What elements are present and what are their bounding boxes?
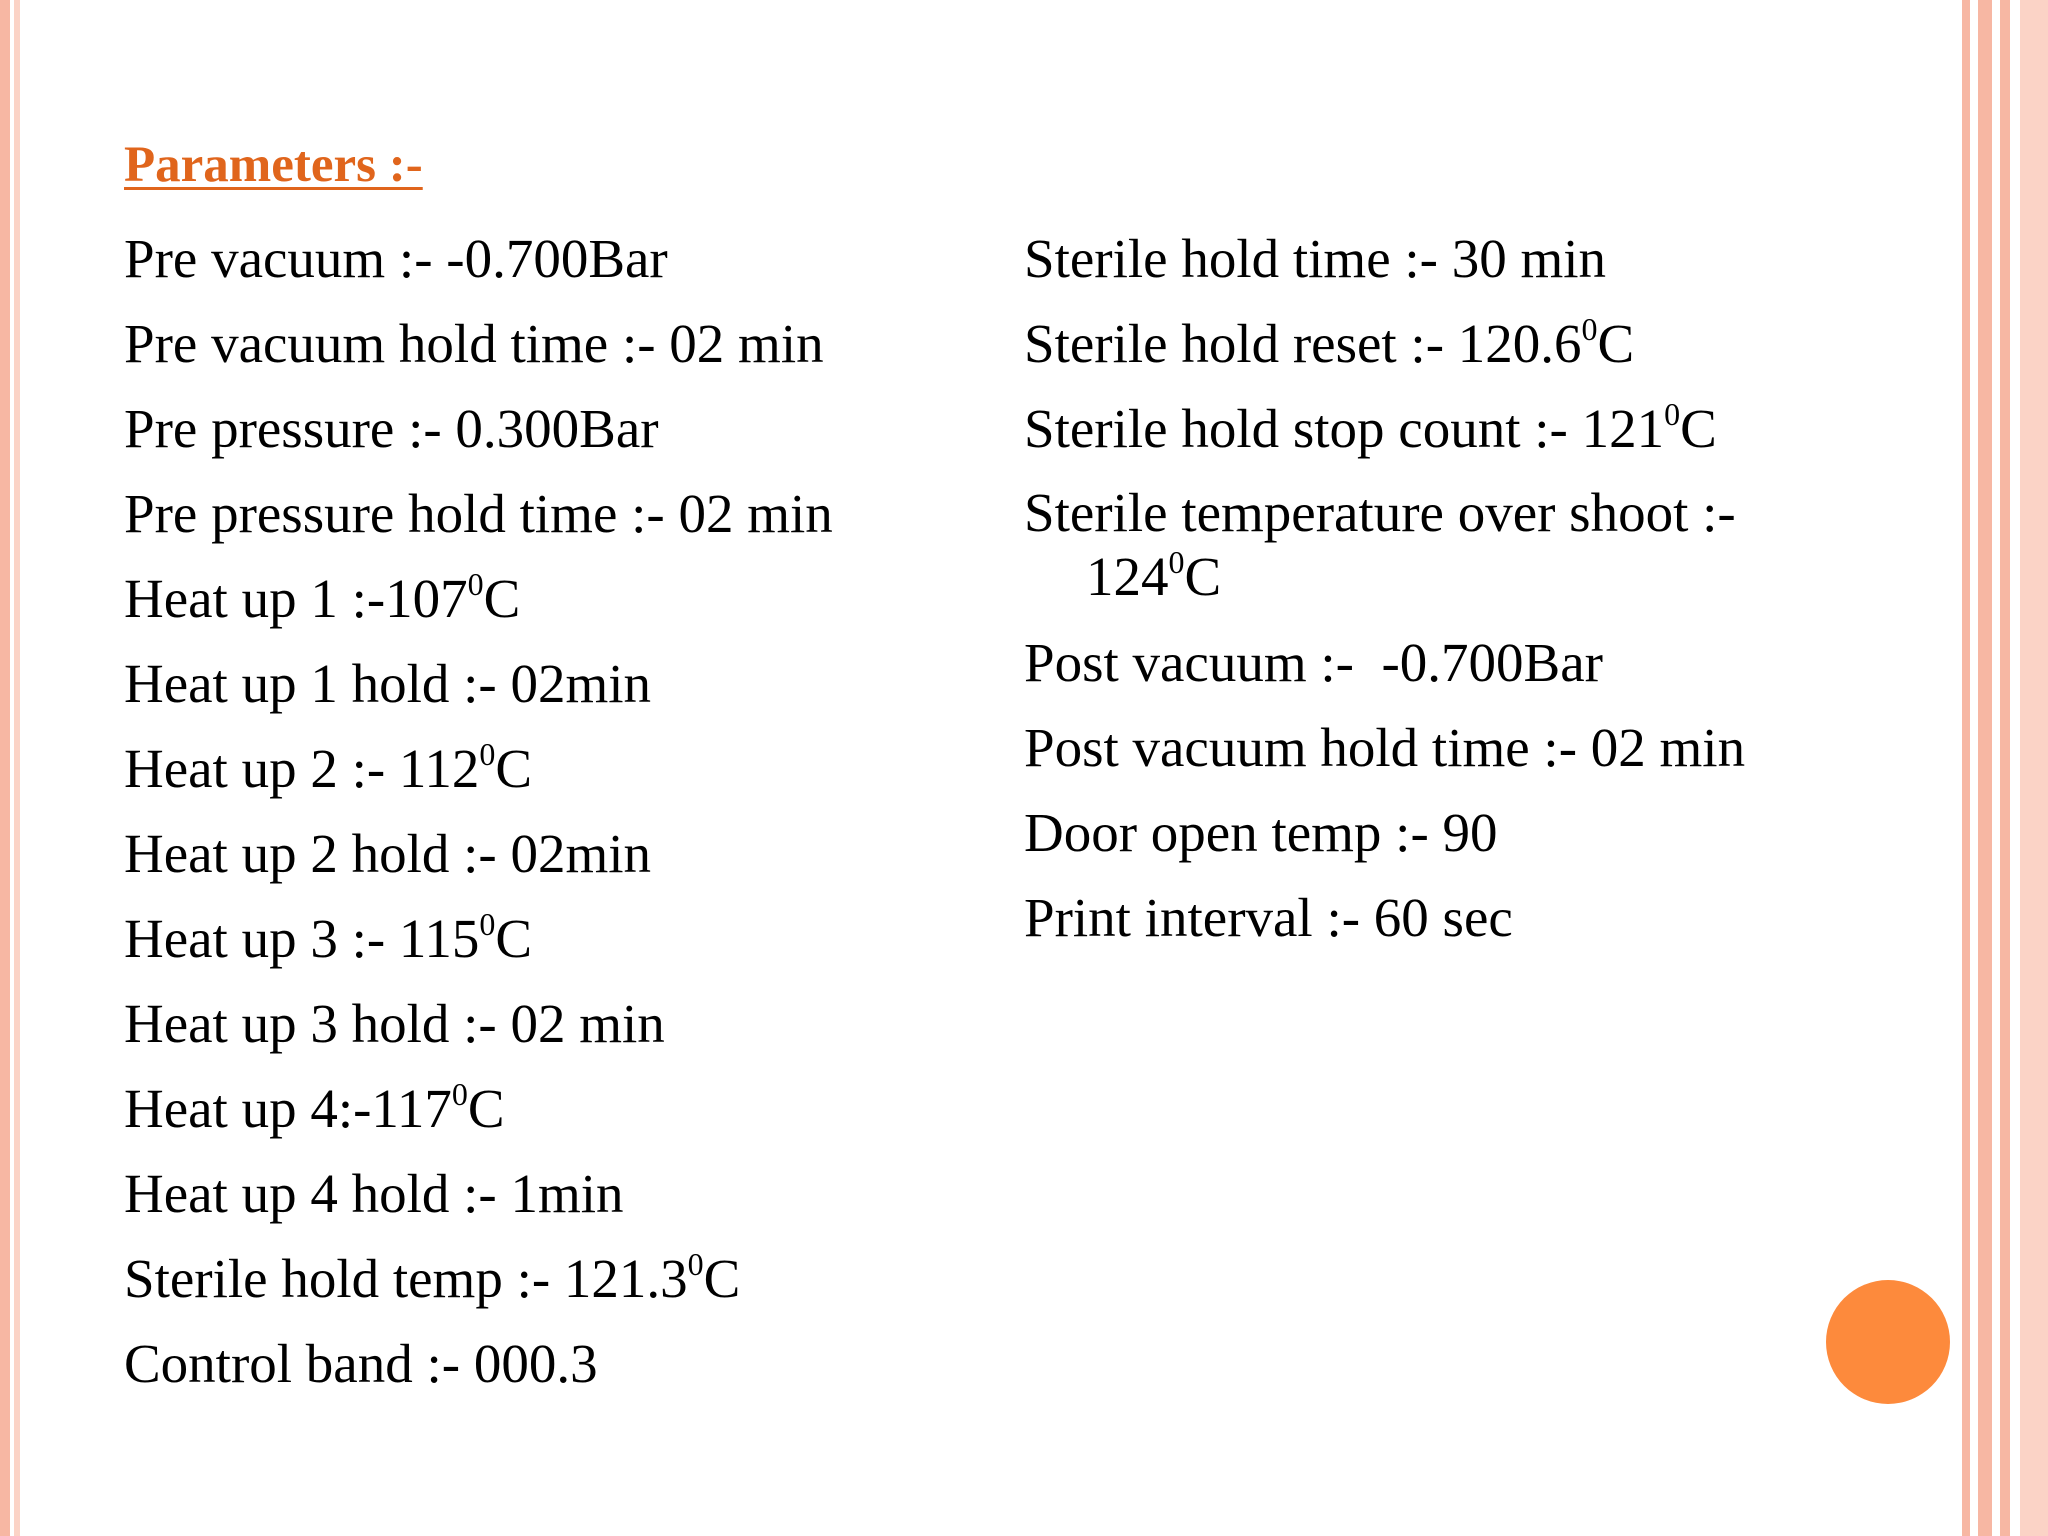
parameter-heat-up-1-hold: Heat up 1 hold :- 02min bbox=[124, 653, 652, 714]
parameter-sterile-hold-temp: Sterile hold temp :- 121.3$^0$C bbox=[124, 1246, 741, 1309]
right-border-strip bbox=[1978, 0, 1992, 1536]
slide-heading: Parameters :- bbox=[124, 137, 423, 193]
left-border-strip-light bbox=[14, 0, 20, 1536]
right-border-strip bbox=[2000, 0, 2010, 1536]
parameter-sterile-temperature-over-shoot: Sterile temperature over shoot :- $124^0C$ bbox=[1024, 482, 1736, 607]
parameter-heat-up-4-hold: Heat up 4 hold :- 1min bbox=[124, 1163, 624, 1224]
right-border-strip bbox=[1962, 0, 1970, 1536]
left-parameter-list bbox=[124, 216, 1004, 1406]
decorative-orange-circle bbox=[1826, 1280, 1950, 1404]
left-border-strip bbox=[0, 0, 10, 1536]
parameter-post-vacuum: Post vacuum :- -0.700Bar bbox=[1024, 632, 1603, 693]
parameter-heat-up-2: Heat up 2 :- $112^0C$ bbox=[124, 736, 533, 799]
parameter-pre-pressure: Pre pressure :- 0.300Bar bbox=[124, 398, 659, 459]
parameter-heat-up-3-hold: Heat up 3 hold :- 02 min bbox=[124, 993, 665, 1054]
right-parameter-list bbox=[1024, 216, 1928, 960]
parameter-heat-up-2-hold: Heat up 2 hold :- 02min bbox=[124, 823, 652, 884]
right-border-strip-light bbox=[2020, 0, 2048, 1536]
parameter-door-open-temp: Door open temp :- 90 bbox=[1024, 802, 1498, 863]
parameter-heat-up-3: Heat up 3 :- $115^0C$ bbox=[124, 906, 533, 969]
parameter-pre-vacuum-hold-time: Pre vacuum hold time :- 02 min bbox=[124, 313, 824, 374]
parameter-pre-pressure-hold-time: Pre pressure hold time :- 02 min bbox=[124, 483, 833, 544]
parameter-sterile-hold-time: Sterile hold time :- 30 min bbox=[1024, 228, 1607, 289]
parameter-heat-up-1: Heat up 1 $:-107^0C$ bbox=[124, 566, 521, 629]
parameter-control-band: Control band :- 000.3 bbox=[124, 1333, 598, 1394]
parameter-post-vacuum-hold-time: Post vacuum hold time :- 02 min bbox=[1024, 717, 1746, 778]
parameter-heat-up-4: Heat up $4:-117^0C$ bbox=[124, 1076, 505, 1139]
parameter-sterile-hold-reset: Sterile hold reset :- 120.6$^0$C bbox=[1024, 311, 1635, 374]
parameter-sterile-hold-stop-count: Sterile hold stop count :- $121^0C$ bbox=[1024, 396, 1717, 459]
parameter-pre-vacuum: Pre vacuum :- -0.700Bar bbox=[124, 228, 668, 289]
parameter-print-interval: Print interval :- 60 sec bbox=[1024, 887, 1513, 948]
